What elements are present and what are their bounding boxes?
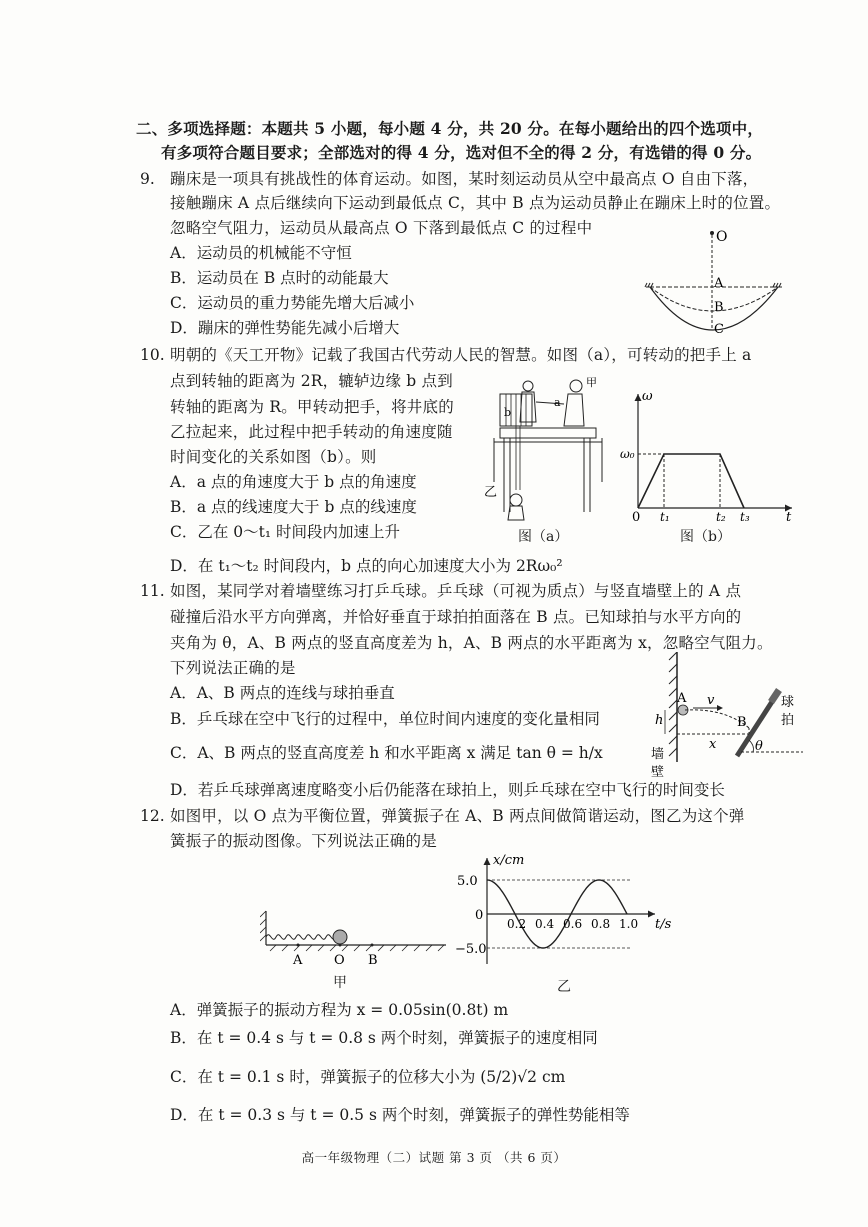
q10-line: 明朝的《天工开物》记载了我国古代劳动人民的智慧。如图（a），可转动的把手上 a [170, 346, 752, 364]
q9-line: 接触蹦床 A 点后继续向下运动到最低点 C，其中 B 点为运动员静止在蹦床上时的位置。 [170, 194, 781, 212]
label-yi: 乙 [484, 485, 498, 500]
q12-option-a: A．弹簧振子的振动方程为 x = 0.05sin(0.8t) m [170, 1001, 509, 1019]
q9-option-b: B．运动员在 B 点时的动能最大 [170, 269, 389, 287]
label-wall2: 壁 [651, 765, 665, 778]
t2-label: t₂ [716, 510, 726, 524]
pingpong-diagram [645, 652, 805, 778]
trampoline-diagram [640, 225, 800, 340]
q10-option-d: D．在 t₁～t₂ 时间段内，b 点的向心加速度大小为 2Rω₀² [170, 557, 563, 575]
label-b: B [737, 715, 747, 730]
q11-number: 11. [140, 582, 165, 600]
label-theta: θ [755, 739, 763, 754]
q11-line: 如图，某同学对着墙壁练习打乒乓球。乒乓球（可视为质点）与竖直墙壁上的 A 点 [170, 582, 742, 600]
label-o: O [716, 229, 728, 245]
label-b: b [504, 406, 512, 419]
label-v: v [707, 693, 715, 708]
q12-option-b: B．在 t = 0.4 s 与 t = 0.8 s 两个时刻，弹簧振子的速度相同 [170, 1029, 598, 1047]
q9-option-d: D．蹦床的弹性势能先减小后增大 [170, 319, 400, 337]
q10-option-a: A．a 点的角速度大于 b 点的角速度 [170, 473, 417, 491]
spring-oscillator-diagram [260, 905, 450, 967]
section-heading-line1: 二、多项选择题：本题共 5 小题，每小题 4 分，共 20 分。在每小题给出的四个选项中， [136, 119, 764, 138]
t3-label: t₃ [740, 510, 750, 524]
label-h: h [655, 713, 664, 728]
tick-0.4: 0.4 [535, 917, 555, 931]
label-pad2: 拍 [781, 713, 795, 728]
q10-option-c: C．乙在 0～t₁ 时间段内加速上升 [170, 523, 401, 541]
tick-bottom: −5.0 [455, 942, 487, 957]
q10-line: 时间变化的关系如图（b）。则 [170, 448, 377, 466]
t1-label: t₁ [660, 510, 670, 524]
origin-label: 0 [632, 510, 641, 524]
vibration-graph [455, 852, 680, 974]
label-b: B [368, 953, 378, 967]
y-label: x/cm [493, 853, 525, 868]
label-a: A [677, 691, 687, 706]
tick-0.6: 0.6 [563, 917, 583, 931]
q11-option-c: C．A、B 两点的竖直高度差 h 和水平距离 x 满足 tan θ = h/x [170, 744, 603, 762]
q10-line: 转轴的距离为 R。甲转动把手，将井底的 [170, 398, 454, 416]
windlass-diagram [480, 372, 610, 522]
q9-option-a: A．运动员的机械能不守恒 [170, 244, 352, 262]
label-wall1: 墙 [651, 747, 665, 762]
fig-b-caption: 图（b） [680, 529, 731, 545]
q9-line: 忽略空气阻力，运动员从最高点 O 下落到最低点 C 的过程中 [170, 219, 593, 237]
label-jia: 甲 [586, 376, 597, 389]
label-o: O [334, 953, 345, 967]
tick-0.2: 0.2 [507, 917, 527, 931]
q11-option-d: D．若乒乓球弹离速度略变小后仍能落在球拍上，则乒乓球在空中飞行的时间变长 [170, 781, 725, 799]
label-a: A [293, 953, 303, 967]
label-c: C [714, 322, 724, 337]
w0-label: ω₀ [620, 447, 635, 461]
q9-option-c: C．运动员的重力势能先增大后减小 [170, 294, 415, 312]
tick-top: 5.0 [457, 874, 478, 889]
q11-line: 碰撞后沿水平方向弹离，并恰好垂直于球拍拍面落在 B 点。已知球拍与水平方向的 [170, 608, 742, 626]
fig-yi-caption: 乙 [557, 979, 571, 995]
label-x: x [709, 737, 717, 752]
x-label: t/s [655, 917, 672, 932]
q11-line: 下列说法正确的是 [170, 659, 296, 677]
label-a: A [714, 276, 724, 291]
y-label: ω [642, 389, 653, 404]
fig-jia-caption: 甲 [333, 975, 347, 991]
tick-zero: 0 [475, 908, 484, 923]
q12-number: 12. [140, 807, 165, 825]
q12-line: 如图甲，以 O 点为平衡位置，弹簧振子在 A、B 两点间做简谐运动，图乙为这个弹 [170, 807, 745, 825]
fig-a-caption: 图（a） [518, 529, 569, 545]
tick-0.8: 0.8 [591, 917, 611, 931]
label-a: a [554, 396, 561, 409]
q9-number: 9. [140, 170, 155, 188]
q10-line: 点到转轴的距离为 2R，辘轳边缘 b 点到 [170, 372, 453, 390]
q10-line: 乙拉起来，此过程中把手转动的角速度随 [170, 423, 453, 441]
label-pad1: 球 [781, 695, 795, 710]
q10-number: 10. [140, 346, 165, 364]
q9-line: 蹦床是一项具有挑战性的体育运动。如图，某时刻运动员从空中最高点 O 自由下落， [170, 170, 759, 188]
q11-line: 夹角为 θ，A、B 两点的竖直高度差为 h，A、B 两点的水平距离为 x，忽略空气阻力。 [170, 634, 773, 652]
q12-option-c: C．在 t = 0.1 s 时，弹簧振子的位移大小为 (5/2)√2 cm [170, 1068, 566, 1086]
q11-option-b: B．乒乓球在空中飞行的过程中，单位时间内速度的变化量相同 [170, 710, 600, 728]
label-b: B [714, 300, 724, 315]
x-label: t [786, 510, 792, 524]
q10-option-b: B．a 点的线速度大于 b 点的线速度 [170, 498, 417, 516]
q12-line: 簧振子的振动图像。下列说法正确的是 [170, 832, 437, 850]
section-heading-line2: 有多项符合题目要求；全部选对的得 4 分，选对但不全的得 2 分，有选错的得 0 分。 [161, 143, 762, 162]
page-footer: 高一年级物理（二）试题 第 3 页 （共 6 页） [301, 1150, 567, 1165]
tick-1.0: 1.0 [619, 917, 639, 931]
omega-time-graph [620, 388, 800, 524]
q11-option-a: A．A、B 两点的连线与球拍垂直 [170, 684, 395, 702]
q12-option-d: D．在 t = 0.3 s 与 t = 0.5 s 两个时刻，弹簧振子的弹性势能相等 [170, 1106, 630, 1124]
